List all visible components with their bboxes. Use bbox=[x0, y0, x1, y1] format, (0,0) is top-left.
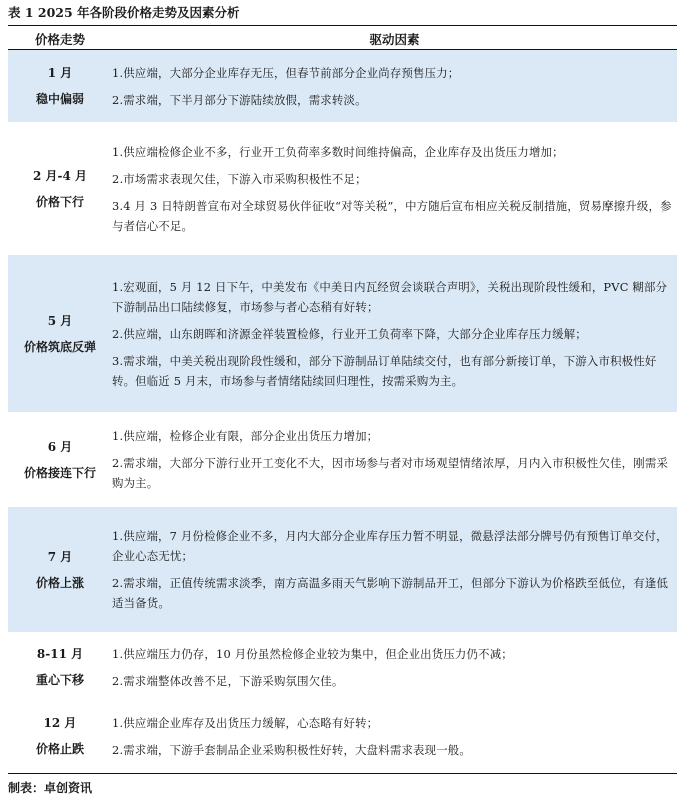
table-row bbox=[8, 255, 677, 412]
header-driving-factors: 驱动因素 bbox=[369, 32, 420, 47]
factor-item: 1.供应端企业库存及出货压力缓解，心态略有好转； bbox=[112, 715, 379, 730]
period-cell bbox=[8, 702, 112, 770]
period-label: 6 月 bbox=[47, 439, 73, 454]
period-label: 5 月 bbox=[47, 313, 73, 328]
period-label: 8-11 月 bbox=[36, 647, 84, 661]
trend-label: 价格下行 bbox=[35, 194, 84, 209]
period-label: 7 月 bbox=[47, 549, 73, 564]
table-row bbox=[8, 632, 677, 702]
factor-item: 1.供应端，7 月份检修企业不多，月内大部分企业库存压力暂不明显，微悬浮法部分牌号仍有预售订单交付，企业心态无忧； bbox=[112, 529, 668, 563]
factor-item: 1.供应端，检修企业有限，部分企业出货压力增加； bbox=[112, 429, 379, 443]
period-cell bbox=[8, 412, 112, 507]
table-row bbox=[8, 122, 677, 255]
factor-item: 3.需求端，中美关税出现阶段性缓和，部分下游制品订单陆续交付，也有部分新接订单，下游入市积极性好转。但临近 5 月末，市场参与者情绪陆续回归理性，按需采购为主。 bbox=[112, 353, 657, 388]
table-source: 制表：卓创资讯 bbox=[8, 781, 93, 795]
period-label: 2 月-4 月 bbox=[32, 168, 88, 183]
top-rule bbox=[8, 25, 677, 26]
factor-item: 1.宏观面，5 月 12 日下午，中美发布《中美日内瓦经贸会谈联合声明》，关税出现阶段性缓和，PVC 糊部分下游制品出口陆续修复，市场参与者心态稍有好转； bbox=[112, 279, 668, 314]
table-row bbox=[8, 412, 677, 507]
trend-label: 价格上涨 bbox=[35, 575, 84, 590]
factor-item: 1.供应端，大部分企业库存无压，但春节前部分企业尚存预售压力； bbox=[112, 65, 460, 80]
factors-cell bbox=[112, 507, 677, 632]
table-row bbox=[8, 50, 677, 122]
factor-item: 2.市场需求表现欠佳，下游入市采购积极性不足； bbox=[112, 171, 367, 186]
factors-cell bbox=[112, 702, 677, 770]
factors-cell bbox=[112, 632, 677, 702]
header-price-trend: 价格走势 bbox=[34, 32, 85, 47]
trend-label: 重心下移 bbox=[35, 673, 84, 687]
trend-label: 稳中偏弱 bbox=[35, 92, 84, 106]
table-row bbox=[8, 702, 677, 770]
factor-item: 2.需求端，大部分下游行业开工变化不大，因市场参与者对市场观望情绪浓厚，月内入市积极性欠佳，刚需采购为主。 bbox=[112, 456, 669, 490]
trend-label: 价格接连下行 bbox=[23, 465, 96, 480]
table-title: 表 1 2025 年各阶段价格走势及因素分析 bbox=[8, 5, 240, 20]
period-cell bbox=[8, 255, 112, 412]
period-cell bbox=[8, 50, 112, 122]
factor-item: 1.供应端压力仍存，10 月份虽然检修企业较为集中，但企业出货压力仍不减； bbox=[112, 646, 513, 661]
factor-item: 2.需求端，下游手套制品企业采购积极性好转，大盘料需求表现一般。 bbox=[112, 742, 471, 757]
factor-item: 1.供应端检修企业不多，行业开工负荷率多数时间维持偏高，企业库存及出货压力增加； bbox=[112, 144, 564, 159]
period-label: 1 月 bbox=[47, 66, 73, 80]
factors-cell bbox=[112, 412, 677, 507]
period-label: 12 月 bbox=[43, 716, 77, 730]
table-row bbox=[8, 507, 677, 632]
table-header bbox=[8, 27, 677, 49]
factors-cell bbox=[112, 50, 677, 122]
period-cell bbox=[8, 632, 112, 702]
trend-label: 价格止跌 bbox=[35, 742, 84, 756]
bottom-rule bbox=[8, 773, 677, 774]
trend-label: 价格筑底反弹 bbox=[23, 339, 96, 354]
factor-item: 3.4 月 3 日特朗普宣布对全球贸易伙伴征收“对等关税”，中方随后宣布相应关税反制措施，贸易摩擦升级，参与者信心不足。 bbox=[112, 198, 672, 233]
factors-cell bbox=[112, 122, 677, 255]
factor-item: 2.需求端，下半月部分下游陆续放假，需求转淡。 bbox=[112, 92, 367, 107]
factor-item: 2.需求端整体改善不足，下游采购氛围欠佳。 bbox=[112, 673, 344, 688]
period-cell bbox=[8, 507, 112, 632]
factor-item: 2.供应端，山东朗晖和济源金祥装置检修，行业开工负荷率下降，大部分企业库存压力缓解； bbox=[112, 326, 587, 341]
factors-cell bbox=[112, 255, 677, 412]
period-cell bbox=[8, 122, 112, 255]
analysis-table bbox=[8, 50, 677, 770]
factor-item: 2.需求端，正值传统需求淡季，南方高温多雨天气影响下游制品开工，但部分下游认为价格跌至低位，有逢低适当备货。 bbox=[112, 576, 669, 610]
